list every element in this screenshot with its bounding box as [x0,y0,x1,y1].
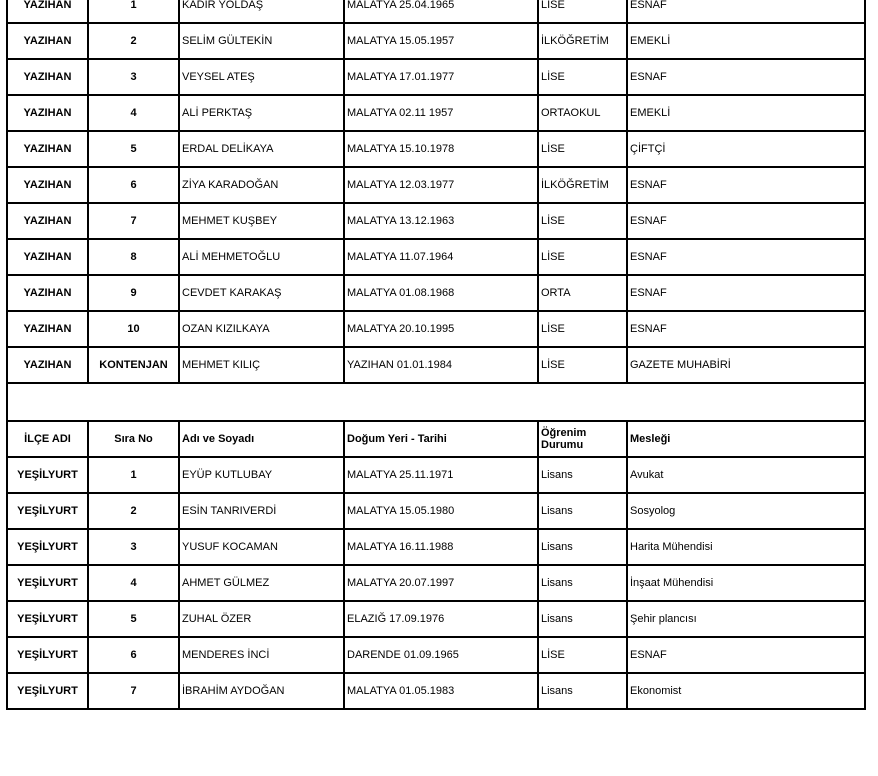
sira-cell: 9 [88,275,179,311]
table-row [7,59,865,95]
table-row [7,311,865,347]
birth-cell: MALATYA 02.11 1957 [344,95,538,131]
birth-cell: ELAZIĞ 17.09.1976 [344,601,538,637]
sira-cell: 3 [88,529,179,565]
table-row [7,673,865,709]
occupation-cell: ESNAF [627,59,865,95]
birth-cell: MALATYA 12.03.1977 [344,167,538,203]
birth-cell: MALATYA 15.10.1978 [344,131,538,167]
education-cell: LİSE [538,311,627,347]
occupation-cell: EMEKLİ [627,95,865,131]
name-cell: MEHMET KUŞBEY [179,203,344,239]
education-cell: LİSE [538,131,627,167]
name-cell: ALİ MEHMETOĞLU [179,239,344,275]
sira-cell: 7 [88,203,179,239]
ilce-cell: YAZIHAN [7,275,88,311]
name-cell: OZAN KIZILKAYA [179,311,344,347]
table-row [7,0,865,23]
name-cell: KADİR YOLDAŞ [179,0,344,23]
ilce-cell: YEŞİLYURT [7,637,88,673]
sira-cell: 6 [88,637,179,673]
ilce-cell: YAZIHAN [7,167,88,203]
birth-cell: MALATYA 25.04.1965 [344,0,538,23]
education-cell: LİSE [538,637,627,673]
sira-cell: 10 [88,311,179,347]
sira-cell: 7 [88,673,179,709]
header-birth: Doğum Yeri - Tarihi [344,421,538,457]
name-cell: MEHMET KILIÇ [179,347,344,383]
occupation-cell: İnşaat Mühendisi [627,565,865,601]
ilce-cell: YEŞİLYURT [7,673,88,709]
occupation-cell: ESNAF [627,275,865,311]
birth-cell: MALATYA 20.10.1995 [344,311,538,347]
education-cell: LİSE [538,59,627,95]
name-cell: YUSUF KOCAMAN [179,529,344,565]
sira-cell: KONTENJAN [88,347,179,383]
sira-cell: 3 [88,59,179,95]
ilce-cell: YAZIHAN [7,131,88,167]
occupation-cell: ESNAF [627,0,865,23]
ilce-cell: YAZIHAN [7,203,88,239]
table-row [7,239,865,275]
ilce-cell: YAZIHAN [7,347,88,383]
occupation-cell: ESNAF [627,637,865,673]
name-cell: ALİ PERKTAŞ [179,95,344,131]
name-cell: İBRAHİM AYDOĞAN [179,673,344,709]
name-cell: ZUHAL ÖZER [179,601,344,637]
birth-cell: MALATYA 16.11.1988 [344,529,538,565]
header-occupation: Mesleği [627,421,865,457]
education-cell: İLKÖĞRETİM [538,23,627,59]
ilce-cell: YEŞİLYURT [7,457,88,493]
birth-cell: MALATYA 13.12.1963 [344,203,538,239]
sira-cell: 1 [88,457,179,493]
table-row [7,347,865,383]
birth-cell: MALATYA 15.05.1980 [344,493,538,529]
sira-cell: 2 [88,23,179,59]
ilce-cell: YEŞİLYURT [7,493,88,529]
table-row [7,23,865,59]
separator-cell [7,383,865,421]
occupation-cell: EMEKLİ [627,23,865,59]
sira-cell: 6 [88,167,179,203]
name-cell: ERDAL DELİKAYA [179,131,344,167]
table-row [7,457,865,493]
table-row [7,131,865,167]
table-row [7,601,865,637]
birth-cell: MALATYA 20.07.1997 [344,565,538,601]
education-cell: Lisans [538,493,627,529]
sira-cell: 4 [88,565,179,601]
birth-cell: MALATYA 01.05.1983 [344,673,538,709]
table-row [7,637,865,673]
occupation-cell: GAZETE MUHABİRİ [627,347,865,383]
education-cell: ORTA [538,275,627,311]
education-cell: Lisans [538,601,627,637]
name-cell: VEYSEL ATEŞ [179,59,344,95]
header-ilce: İLÇE ADI [7,421,88,457]
header-sira: Sıra No [88,421,179,457]
table-row [7,493,865,529]
occupation-cell: Şehir plancısı [627,601,865,637]
ilce-cell: YAZIHAN [7,239,88,275]
name-cell: ZİYA KARADOĞAN [179,167,344,203]
education-cell: ORTAOKUL [538,95,627,131]
birth-cell: DARENDE 01.09.1965 [344,637,538,673]
sira-cell: 5 [88,601,179,637]
occupation-cell: Ekonomist [627,673,865,709]
birth-cell: YAZIHAN 01.01.1984 [344,347,538,383]
education-cell: Lisans [538,565,627,601]
ilce-cell: YAZIHAN [7,95,88,131]
occupation-cell: Harita Mühendisi [627,529,865,565]
header-education: Öğrenim Durumu [538,421,627,457]
birth-cell: MALATYA 25.11.1971 [344,457,538,493]
ilce-cell: YAZIHAN [7,311,88,347]
candidate-list-sheet [6,0,864,710]
birth-cell: MALATYA 15.05.1957 [344,23,538,59]
table-row [7,203,865,239]
table-row [7,529,865,565]
education-cell: LİSE [538,0,627,23]
header-row [7,421,865,457]
occupation-cell: Sosyolog [627,493,865,529]
ilce-cell: YEŞİLYURT [7,565,88,601]
name-cell: SELİM GÜLTEKİN [179,23,344,59]
birth-cell: MALATYA 01.08.1968 [344,275,538,311]
sira-cell: 5 [88,131,179,167]
header-name: Adı ve Soyadı [179,421,344,457]
candidate-table-body [7,0,865,709]
education-cell: LİSE [538,239,627,275]
sira-cell: 4 [88,95,179,131]
table-row [7,565,865,601]
sira-cell: 1 [88,0,179,23]
birth-cell: MALATYA 17.01.1977 [344,59,538,95]
occupation-cell: ÇİFTÇİ [627,131,865,167]
table-row [7,95,865,131]
table-row [7,275,865,311]
education-cell: Lisans [538,457,627,493]
ilce-cell: YAZIHAN [7,0,88,23]
occupation-cell: ESNAF [627,167,865,203]
education-cell: Lisans [538,529,627,565]
ilce-cell: YAZIHAN [7,23,88,59]
education-cell: LİSE [538,203,627,239]
name-cell: ESİN TANRIVERDİ [179,493,344,529]
education-cell: İLKÖĞRETİM [538,167,627,203]
name-cell: MENDERES İNCİ [179,637,344,673]
sira-cell: 8 [88,239,179,275]
education-cell: Lisans [538,673,627,709]
name-cell: AHMET GÜLMEZ [179,565,344,601]
occupation-cell: ESNAF [627,239,865,275]
table-row [7,167,865,203]
name-cell: EYÜP KUTLUBAY [179,457,344,493]
candidate-table [6,0,866,710]
name-cell: CEVDET KARAKAŞ [179,275,344,311]
birth-cell: MALATYA 11.07.1964 [344,239,538,275]
education-cell: LİSE [538,347,627,383]
ilce-cell: YEŞİLYURT [7,601,88,637]
ilce-cell: YAZIHAN [7,59,88,95]
ilce-cell: YEŞİLYURT [7,529,88,565]
occupation-cell: Avukat [627,457,865,493]
sira-cell: 2 [88,493,179,529]
separator-row [7,383,865,421]
occupation-cell: ESNAF [627,203,865,239]
occupation-cell: ESNAF [627,311,865,347]
